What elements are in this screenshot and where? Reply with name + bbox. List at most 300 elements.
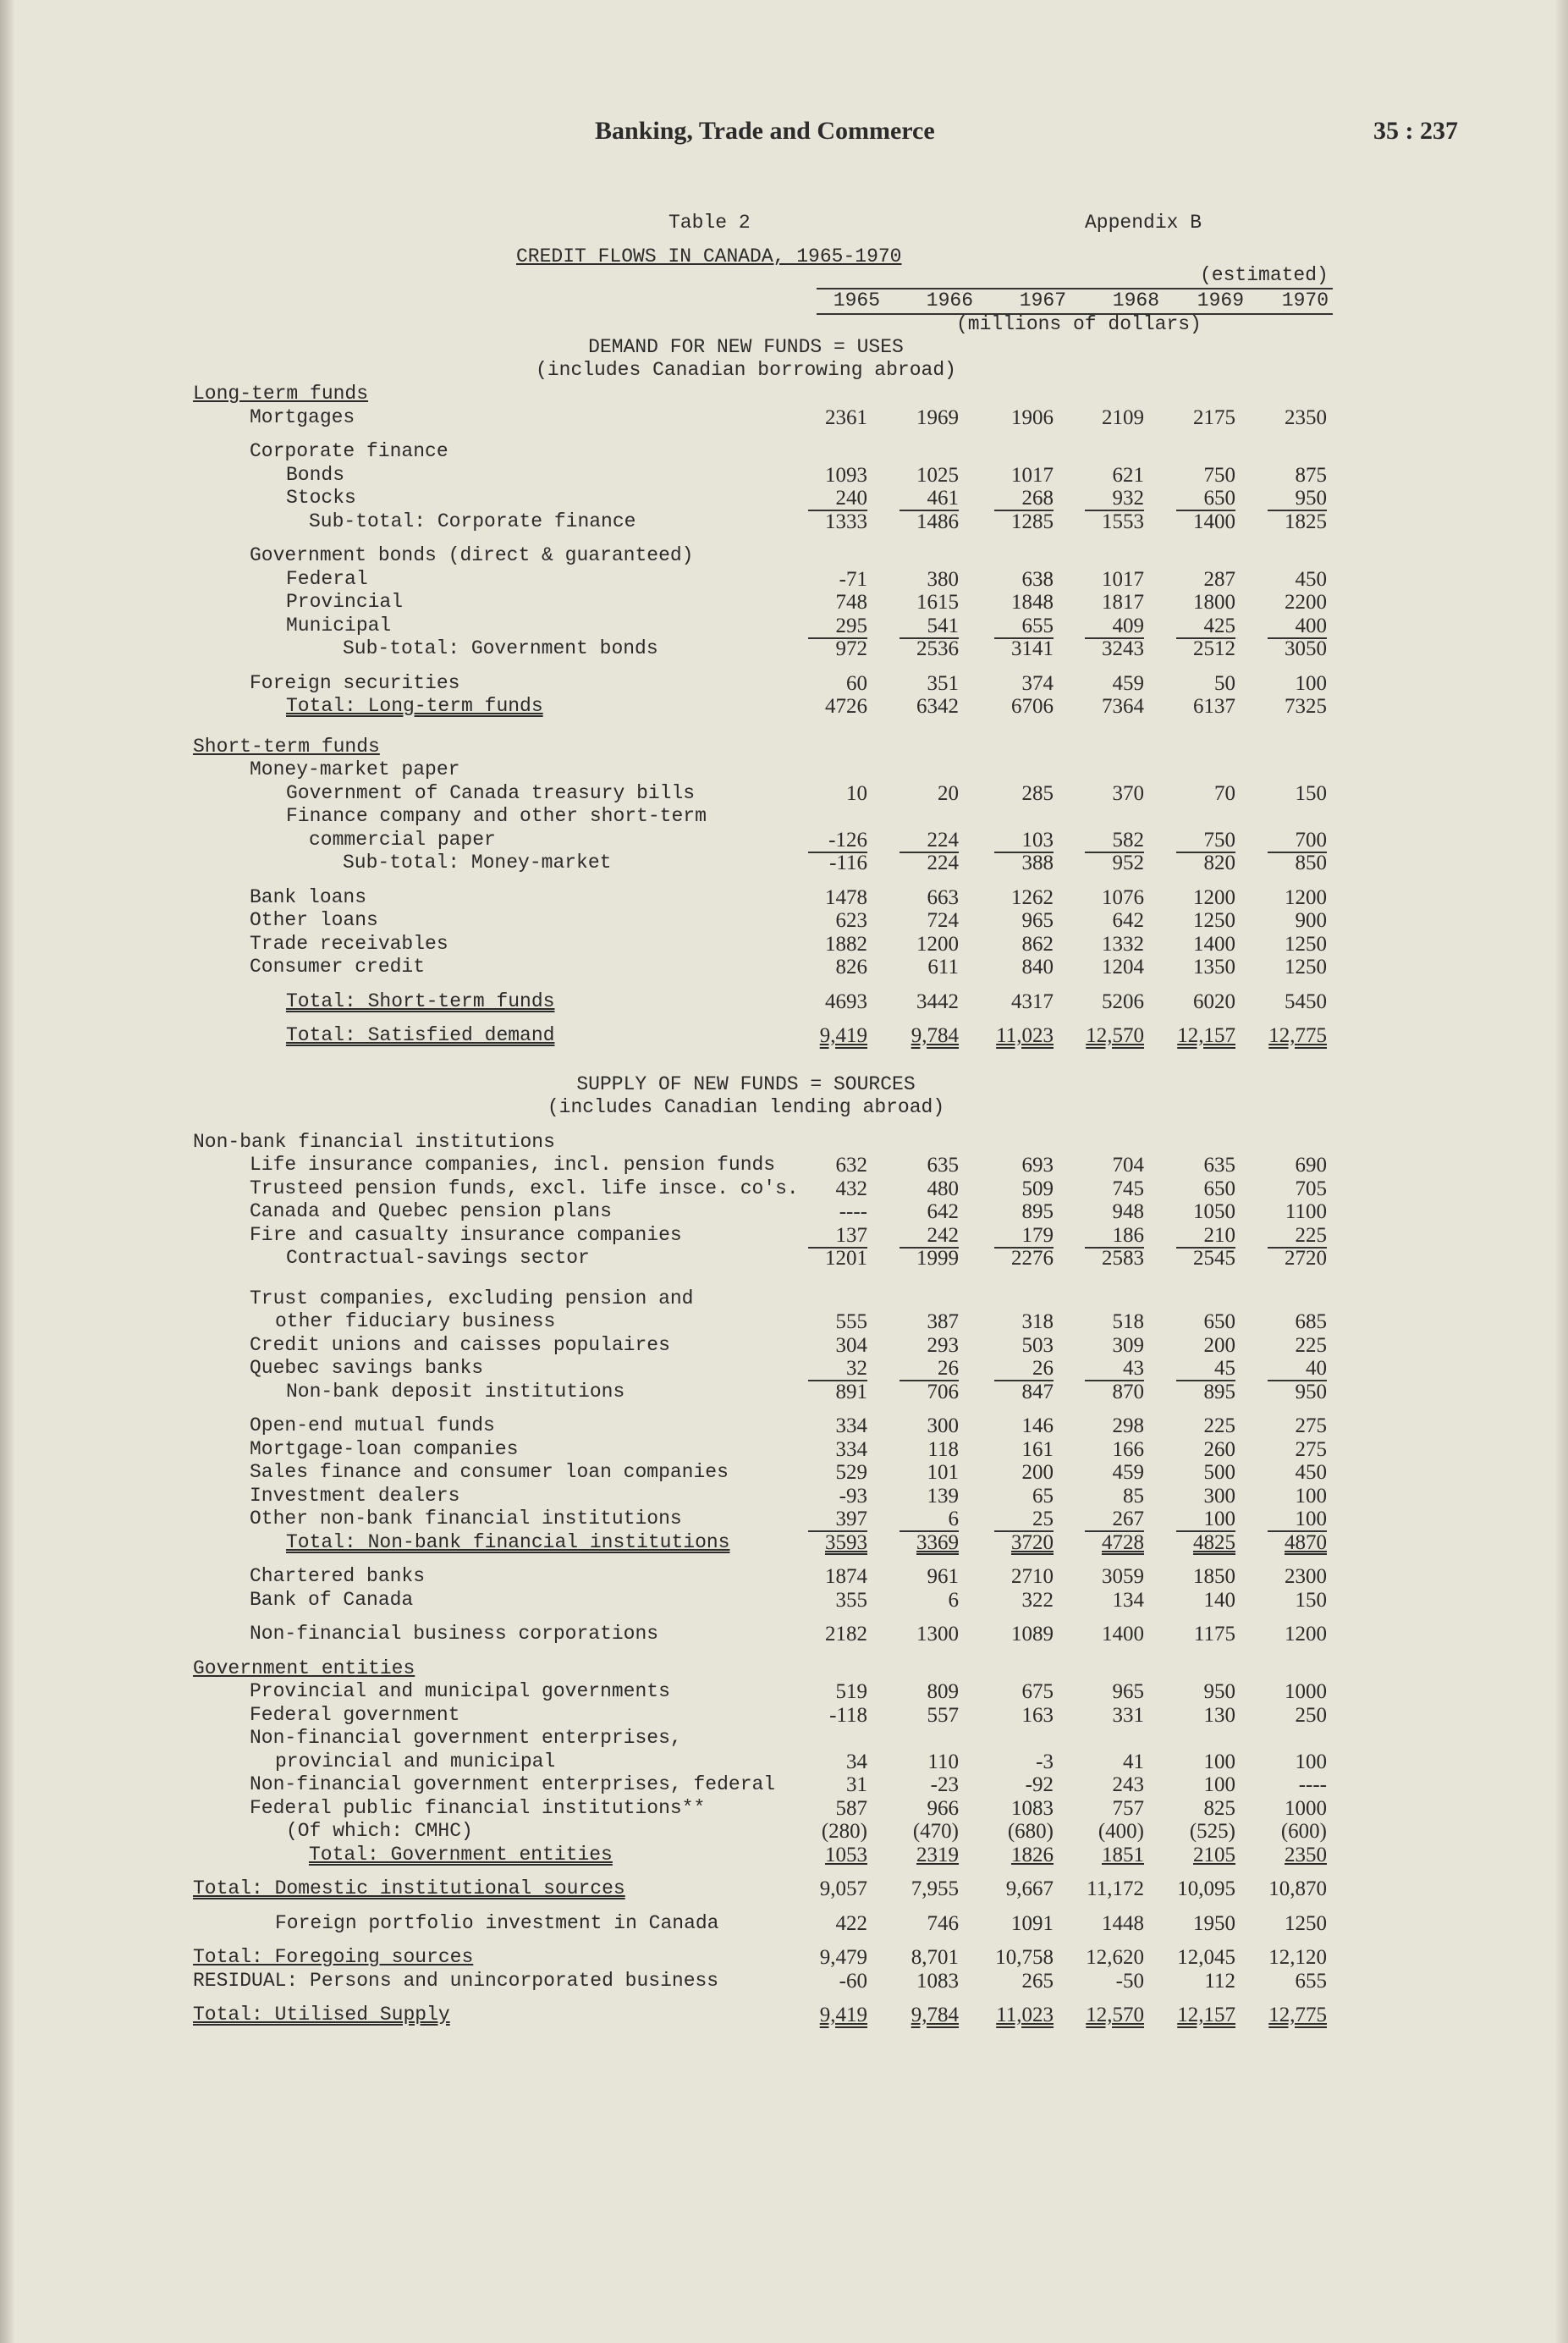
- cell-value: 820: [1203, 852, 1235, 874]
- cell-value: 10,758: [995, 1946, 1054, 1969]
- cell-value: 1091: [1011, 1911, 1054, 1935]
- cell-value: 43: [1123, 1357, 1144, 1380]
- cell-value: 1850: [1193, 1565, 1235, 1588]
- table-row: [0, 1310, 1568, 1333]
- table-row: [0, 1414, 1568, 1437]
- cell-value: 4726: [825, 695, 867, 718]
- cell-value: 1204: [1102, 956, 1144, 979]
- cell-value: 322: [1021, 1588, 1054, 1612]
- cell-value: 100: [1295, 1508, 1327, 1530]
- cell-value: 1848: [1011, 591, 1054, 614]
- cell-value: 1000: [1285, 1796, 1327, 1820]
- cell-value: 7325: [1285, 695, 1327, 718]
- cell-value: (680): [1007, 1820, 1054, 1843]
- cell-value: 632: [835, 1154, 867, 1177]
- row-label: Life insurance companies, incl. pension funds: [250, 1154, 776, 1176]
- cell-value: 895: [1203, 1380, 1235, 1403]
- table-row: [0, 383, 1568, 405]
- cell-value: 3720: [1011, 1530, 1054, 1554]
- cell-value: 268: [1021, 487, 1054, 510]
- cell-value: 4693: [825, 990, 867, 1013]
- cell-value: 4317: [1011, 990, 1054, 1013]
- cell-value: 891: [835, 1380, 867, 1403]
- cell-value: 243: [1112, 1773, 1144, 1796]
- row-label: Open-end mutual funds: [250, 1414, 495, 1436]
- cell-value: 642: [927, 1200, 959, 1223]
- cell-value: 12,157: [1177, 2004, 1235, 2026]
- cell-value: 41: [1123, 1750, 1144, 1773]
- cell-value: 1250: [1285, 932, 1327, 956]
- row-label: Trust companies, excluding pension and: [250, 1287, 694, 1309]
- cell-value: 140: [1203, 1588, 1235, 1612]
- cell-value: 635: [927, 1154, 959, 1177]
- cell-value: 1906: [1011, 405, 1054, 429]
- cell-value: 825: [1203, 1796, 1235, 1820]
- cell-value: (400): [1098, 1820, 1144, 1843]
- row-label: Other non-bank financial institutions: [250, 1508, 682, 1530]
- row-label: Total: Foregoing sources: [193, 1946, 474, 1968]
- cell-value: -23: [930, 1773, 959, 1796]
- demand-heading: DEMAND FOR NEW FUNDS = USES: [588, 336, 904, 358]
- row-label: Total: Utilised Supply: [193, 2004, 450, 2026]
- row-label: Non-bank financial institutions: [193, 1130, 555, 1153]
- cell-value: 26: [938, 1357, 959, 1380]
- cell-value: 139: [927, 1484, 959, 1508]
- cell-value: 179: [1021, 1223, 1054, 1247]
- cell-value: 7,955: [911, 1877, 959, 1900]
- row-label: (Of which: CMHC): [286, 1820, 473, 1842]
- cell-value: 112: [1204, 1969, 1235, 1993]
- row-label: Sub-total: Corporate finance: [309, 510, 636, 532]
- table-row: [0, 782, 1568, 805]
- cell-value: 9,784: [911, 1024, 959, 1047]
- cell-value: 2545: [1193, 1247, 1235, 1270]
- cell-value: 961: [927, 1565, 959, 1588]
- cell-value: 11,172: [1087, 1877, 1144, 1900]
- cell-value: 1486: [916, 510, 959, 533]
- row-label: Government entities: [193, 1657, 415, 1679]
- table-row: [0, 1287, 1568, 1310]
- row-label: Consumer credit: [250, 956, 426, 978]
- cell-value: 50: [1214, 671, 1235, 695]
- row-label: Sales finance and consumer loan companies: [250, 1461, 729, 1483]
- table-title: CREDIT FLOWS IN CANADA, 1965-1970: [516, 245, 902, 267]
- cell-value: 275: [1295, 1414, 1327, 1437]
- cell-value: 9,057: [819, 1877, 867, 1900]
- cell-value: 12,157: [1177, 1024, 1235, 1047]
- table-row: [0, 886, 1568, 909]
- running-title: Banking, Trade and Commerce: [595, 117, 935, 145]
- cell-value: 1089: [1011, 1623, 1054, 1646]
- cell-value: 425: [1203, 614, 1235, 637]
- cell-value: 2300: [1285, 1565, 1327, 1588]
- cell-value: 748: [835, 591, 867, 614]
- cell-value: 650: [1203, 487, 1235, 510]
- cell-value: 432: [835, 1177, 867, 1200]
- table-row: [0, 440, 1568, 463]
- row-label: Government of Canada treasury bills: [286, 781, 696, 804]
- cell-value: 70: [1214, 781, 1235, 805]
- table-row: [0, 1381, 1568, 1403]
- cell-value: 1200: [1193, 885, 1235, 909]
- cell-value: 1882: [825, 932, 867, 956]
- cell-value: 500: [1203, 1461, 1235, 1484]
- cell-value: 706: [927, 1380, 959, 1403]
- row-label: Investment dealers: [250, 1484, 460, 1507]
- table-row: [0, 990, 1568, 1013]
- cell-value: ----: [839, 1200, 867, 1223]
- row-label: Quebec savings banks: [250, 1357, 484, 1379]
- table-row: [0, 805, 1568, 828]
- table-row: [0, 1224, 1568, 1247]
- table-row: [0, 1797, 1568, 1820]
- table-row: [0, 1154, 1568, 1177]
- cell-value: 275: [1295, 1437, 1327, 1461]
- cell-value: 724: [927, 909, 959, 932]
- cell-value: 12,775: [1268, 2004, 1327, 2026]
- row-label: RESIDUAL: Persons and unincorporated business: [193, 1969, 719, 1992]
- cell-value: 11,023: [996, 1024, 1054, 1047]
- cell-value: 555: [835, 1310, 867, 1333]
- row-label: Short-term funds: [193, 735, 380, 758]
- table-row: [0, 637, 1568, 660]
- cell-value: 118: [927, 1437, 959, 1461]
- cell-value: 1553: [1102, 510, 1144, 533]
- cell-value: 1333: [825, 510, 867, 533]
- cell-value: 3442: [916, 990, 959, 1013]
- cell-value: 650: [1203, 1177, 1235, 1200]
- row-label: Foreign securities: [250, 671, 460, 694]
- cell-value: 809: [927, 1680, 959, 1703]
- row-label: Fire and casualty insurance companies: [250, 1223, 682, 1246]
- year-1968: 1968: [1112, 289, 1159, 311]
- cell-value: 2720: [1285, 1247, 1327, 1270]
- cell-value: 950: [1295, 1380, 1327, 1403]
- cell-value: 267: [1112, 1508, 1144, 1530]
- table-row: [0, 758, 1568, 781]
- cell-value: -3: [1036, 1750, 1054, 1773]
- table-number: Table 2: [668, 212, 751, 234]
- year-1966: 1966: [926, 289, 973, 311]
- cell-value: 2105: [1193, 1843, 1235, 1866]
- cell-value: 621: [1112, 463, 1144, 487]
- table-row: [0, 1485, 1568, 1508]
- table-row: [0, 1565, 1568, 1588]
- page-number: 35 : 237: [1373, 117, 1458, 145]
- cell-value: 4728: [1102, 1530, 1144, 1554]
- row-label: Corporate finance: [250, 440, 448, 462]
- row-label: Foreign portfolio investment in Canada: [275, 1911, 719, 1934]
- table-row: [0, 829, 1568, 852]
- year-1970: 1970: [1281, 289, 1329, 311]
- cell-value: 1262: [1011, 885, 1054, 909]
- cell-value: 161: [1021, 1437, 1054, 1461]
- cell-value: 225: [1295, 1223, 1327, 1247]
- row-label: Non-financial business corporations: [250, 1623, 659, 1645]
- cell-value: 8,701: [911, 1946, 959, 1969]
- cell-value: -92: [1025, 1773, 1054, 1796]
- row-label: Non-financial government enterprises, federal: [250, 1773, 776, 1795]
- cell-value: 100: [1203, 1773, 1235, 1796]
- cell-value: 9,784: [911, 2004, 959, 2026]
- table-row: [0, 1589, 1568, 1612]
- table-row: [0, 1461, 1568, 1484]
- year-1967: 1967: [1019, 289, 1066, 311]
- table-row: [0, 1680, 1568, 1703]
- cell-value: 224: [927, 852, 959, 874]
- cell-value: 370: [1112, 781, 1144, 805]
- cell-value: 1050: [1193, 1200, 1235, 1223]
- cell-value: 2182: [825, 1623, 867, 1646]
- table-row: [0, 615, 1568, 637]
- supply-heading: SUPPLY OF NEW FUNDS = SOURCES: [576, 1072, 916, 1095]
- cell-value: 1076: [1102, 885, 1144, 909]
- cell-value: 459: [1112, 1461, 1144, 1484]
- cell-value: 2350: [1285, 1843, 1327, 1866]
- cell-value: 459: [1112, 671, 1144, 695]
- table-row: [0, 1357, 1568, 1380]
- row-label: Stocks: [286, 487, 356, 509]
- cell-value: 1083: [1011, 1796, 1054, 1820]
- cell-value: 700: [1295, 828, 1327, 852]
- cell-value: 1400: [1102, 1623, 1144, 1646]
- cell-value: 9,667: [1005, 1877, 1054, 1900]
- cell-value: 4870: [1285, 1530, 1327, 1554]
- row-label: Mortgages: [250, 405, 355, 428]
- row-label: Government bonds (direct & guaranteed): [250, 544, 694, 566]
- cell-value: 450: [1295, 1461, 1327, 1484]
- table-row: [0, 1200, 1568, 1223]
- cell-value: 1478: [825, 885, 867, 909]
- cell-value: 300: [1203, 1484, 1235, 1508]
- cell-value: 250: [1295, 1703, 1327, 1727]
- row-label: Finance company and other short-term: [286, 805, 707, 827]
- cell-value: 582: [1112, 828, 1144, 852]
- cell-value: 304: [835, 1333, 867, 1357]
- row-label: Long-term funds: [193, 383, 369, 405]
- cell-value: 130: [1203, 1703, 1235, 1727]
- cell-value: 705: [1295, 1177, 1327, 1200]
- cell-value: 1400: [1193, 932, 1235, 956]
- row-label: Other loans: [250, 909, 378, 931]
- cell-value: 10,095: [1177, 1877, 1235, 1900]
- cell-value: (470): [912, 1820, 959, 1843]
- cell-value: 34: [846, 1750, 867, 1773]
- cell-value: -116: [829, 852, 867, 874]
- cell-value: 12,045: [1177, 1946, 1235, 1969]
- cell-value: 2710: [1011, 1565, 1054, 1588]
- cell-value: 20: [938, 781, 959, 805]
- cell-value: 1175: [1193, 1623, 1235, 1646]
- table-row: [0, 1623, 1568, 1646]
- cell-value: 334: [835, 1414, 867, 1437]
- table-row: [0, 1247, 1568, 1270]
- demand-subheading: (includes Canadian borrowing abroad): [536, 359, 956, 381]
- cell-value: 1615: [916, 591, 959, 614]
- year-1969: 1969: [1197, 289, 1244, 311]
- cell-value: 6137: [1193, 695, 1235, 718]
- cell-value: 1083: [916, 1969, 959, 1993]
- cell-value: 1250: [1285, 1911, 1327, 1935]
- cell-value: 1017: [1102, 567, 1144, 591]
- cell-value: 387: [927, 1310, 959, 1333]
- cell-value: 6706: [1011, 695, 1054, 718]
- cell-value: 1817: [1102, 591, 1144, 614]
- cell-value: 895: [1021, 1200, 1054, 1223]
- cell-value: 461: [927, 487, 959, 510]
- row-label: Total: Government entities: [309, 1843, 613, 1866]
- cell-value: 10,870: [1268, 1877, 1327, 1900]
- table-row: [0, 1773, 1568, 1796]
- cell-value: 972: [835, 637, 867, 660]
- cell-value: 12,570: [1086, 1024, 1144, 1047]
- cell-value: 1200: [1285, 1623, 1327, 1646]
- cell-value: 509: [1021, 1177, 1054, 1200]
- cell-value: 1969: [916, 405, 959, 429]
- row-label: Trusteed pension funds, excl. life insce. co's.: [250, 1177, 799, 1199]
- cell-value: 3593: [825, 1530, 867, 1554]
- row-label: Money-market paper: [250, 758, 460, 780]
- cell-value: 397: [835, 1508, 867, 1530]
- cell-value: 638: [1021, 567, 1054, 591]
- cell-value: 12,570: [1086, 2004, 1144, 2026]
- cell-value: 210: [1203, 1223, 1235, 1247]
- cell-value: 265: [1021, 1969, 1054, 1993]
- table-row: [0, 1131, 1568, 1154]
- cell-value: -60: [839, 1969, 867, 1993]
- cell-value: 1017: [1011, 463, 1054, 487]
- cell-value: 380: [927, 567, 959, 591]
- cell-value: 2350: [1285, 405, 1327, 429]
- cell-value: 900: [1295, 909, 1327, 932]
- cell-value: 650: [1203, 1310, 1235, 1333]
- cell-value: 100: [1295, 1750, 1327, 1773]
- row-label: Total: Satisfied demand: [286, 1024, 555, 1046]
- cell-value: 163: [1021, 1703, 1054, 1727]
- table-row: [0, 2004, 1568, 2026]
- cell-value: 6020: [1193, 990, 1235, 1013]
- row-label: Non-bank deposit institutions: [286, 1380, 625, 1403]
- cell-value: 6: [948, 1508, 959, 1530]
- table-row: [0, 1508, 1568, 1530]
- cell-value: 12,120: [1268, 1946, 1327, 1969]
- cell-value: (280): [821, 1820, 867, 1843]
- cell-value: 757: [1112, 1796, 1144, 1820]
- cell-value: 150: [1295, 781, 1327, 805]
- cell-value: 1800: [1193, 591, 1235, 614]
- cell-value: -118: [829, 1703, 867, 1727]
- cell-value: 5206: [1102, 990, 1144, 1013]
- row-label: Canada and Quebec pension plans: [250, 1200, 612, 1222]
- row-label: Bank loans: [250, 885, 367, 908]
- cell-value: 388: [1021, 852, 1054, 874]
- row-label: Provincial and municipal governments: [250, 1680, 670, 1702]
- cell-value: 9,419: [819, 1024, 867, 1047]
- cell-value: 2583: [1102, 1247, 1144, 1270]
- table-row: [0, 1657, 1568, 1680]
- cell-value: 1201: [825, 1247, 867, 1270]
- cell-value: 9,479: [819, 1946, 867, 1969]
- cell-value: 2319: [916, 1843, 959, 1866]
- cell-value: 2109: [1102, 405, 1144, 429]
- cell-value: 110: [927, 1750, 959, 1773]
- cell-value: 862: [1021, 932, 1054, 956]
- cell-value: 3059: [1102, 1565, 1144, 1588]
- row-label: Bonds: [286, 463, 345, 486]
- table-row: [0, 1970, 1568, 1993]
- cell-value: 518: [1112, 1310, 1144, 1333]
- table-row: [0, 1946, 1568, 1969]
- row-label: Total: Long-term funds: [286, 695, 543, 717]
- cell-value: 242: [927, 1223, 959, 1247]
- table-row: [0, 933, 1568, 956]
- cell-value: 2536: [916, 637, 959, 660]
- cell-value: 1250: [1193, 909, 1235, 932]
- cell-value: 1400: [1193, 510, 1235, 533]
- cell-value: 7364: [1102, 695, 1144, 718]
- cell-value: 1200: [1285, 885, 1327, 909]
- cell-value: 875: [1295, 463, 1327, 487]
- cell-value: -126: [828, 828, 867, 852]
- row-label: Total: Short-term funds: [286, 990, 555, 1012]
- cell-value: 240: [835, 487, 867, 510]
- cell-value: 26: [1032, 1357, 1054, 1380]
- cell-value: 587: [835, 1796, 867, 1820]
- cell-value: 409: [1112, 614, 1144, 637]
- cell-value: 642: [1112, 909, 1144, 932]
- cell-value: 287: [1203, 567, 1235, 591]
- row-label: Sub-total: Government bonds: [343, 637, 658, 659]
- row-label: Municipal: [286, 614, 392, 637]
- cell-value: 1200: [916, 932, 959, 956]
- cell-value: 4825: [1193, 1530, 1235, 1554]
- table-row: [0, 510, 1568, 533]
- cell-value: 146: [1021, 1414, 1054, 1437]
- cell-value: 2276: [1011, 1247, 1054, 1270]
- table-row: [0, 1704, 1568, 1727]
- table-row: [0, 672, 1568, 695]
- table-row: [0, 695, 1568, 718]
- cell-value: 950: [1203, 1680, 1235, 1703]
- cell-value: 1826: [1011, 1843, 1054, 1866]
- cell-value: 293: [927, 1333, 959, 1357]
- cell-value: 134: [1112, 1588, 1144, 1612]
- cell-value: 870: [1112, 1380, 1144, 1403]
- cell-value: 31: [846, 1773, 867, 1796]
- cell-value: 2512: [1193, 637, 1235, 660]
- cell-value: 1825: [1285, 510, 1327, 533]
- row-label: Mortgage-loan companies: [250, 1437, 519, 1460]
- cell-value: 623: [835, 909, 867, 932]
- cell-value: 6342: [916, 695, 959, 718]
- cell-value: 480: [927, 1177, 959, 1200]
- cell-value: 100: [1295, 1484, 1327, 1508]
- cell-value: 10: [846, 781, 867, 805]
- cell-value: 1053: [825, 1843, 867, 1866]
- cell-value: 1250: [1285, 956, 1327, 979]
- cell-value: 3050: [1285, 637, 1327, 660]
- row-label: Non-financial government enterprises,: [250, 1727, 682, 1749]
- row-label: Trade receivables: [250, 932, 448, 955]
- cell-value: 374: [1021, 671, 1054, 695]
- cell-value: 224: [927, 828, 959, 852]
- table-row: [0, 1750, 1568, 1773]
- cell-value: 351: [927, 671, 959, 695]
- cell-value: 746: [927, 1911, 959, 1935]
- cell-value: 745: [1112, 1177, 1144, 1200]
- cell-value: 60: [846, 671, 867, 695]
- cell-value: 422: [835, 1911, 867, 1935]
